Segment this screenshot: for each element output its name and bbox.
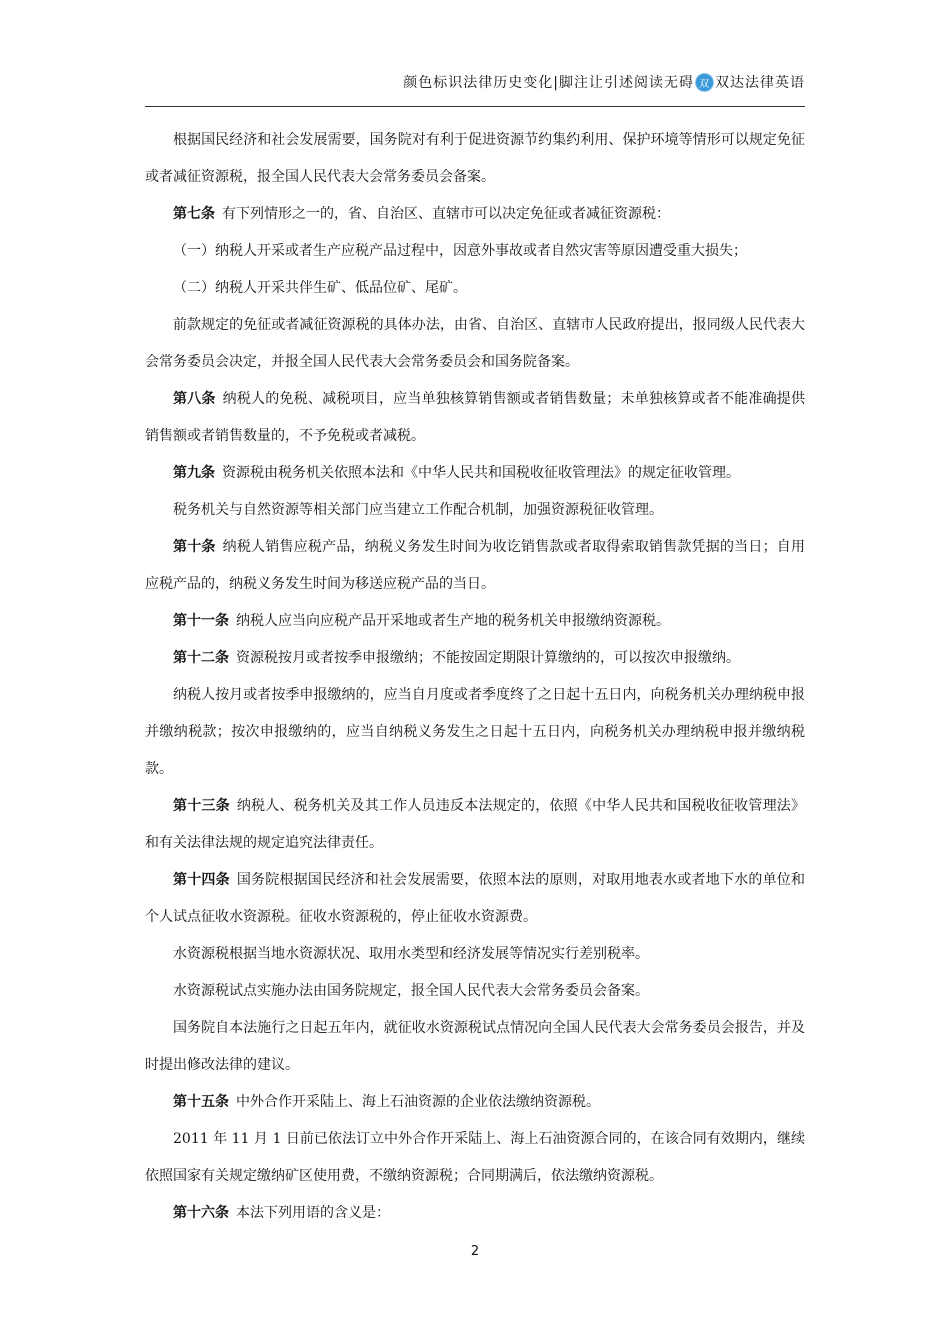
article-paragraph (145, 196, 805, 233)
article-label: 第十一条 (173, 613, 229, 629)
paragraph-text: 水资源税根据当地水资源状况、取用水类型和经济发展等情况实行差别税率。 (173, 946, 649, 962)
body-paragraph (145, 1010, 805, 1084)
article-paragraph (145, 529, 805, 603)
paragraph-text: 2011 年 11 月 1 日前已依法订立中外合作开采陆上、海上石油资源合同的，在该合同有效期内，继续依照国家有关规定缴纳矿区使用费，不缴纳资源税；合同期满后，依法缴纳资源税。 (145, 1131, 805, 1184)
paragraph-text: 中外合作开采陆上、海上石油资源的企业依法缴纳资源税。 (236, 1094, 600, 1110)
article-paragraph (145, 603, 805, 640)
paragraph-text: 资源税按月或者按季申报缴纳；不能按固定期限计算缴纳的，可以按次申报缴纳。 (236, 650, 740, 666)
body-paragraph (145, 233, 805, 270)
paragraph-text: 纳税人销售应税产品，纳税义务发生时间为收讫销售款或者取得索取销售款凭据的当日；自用应税产品的，纳税义务发生时间为移送应税产品的当日。 (145, 539, 806, 592)
paragraph-text: 资源税由税务机关依照本法和《中华人民共和国税收征收管理法》的规定征收管理。 (222, 465, 740, 481)
paragraph-text: 税务机关与自然资源等相关部门应当建立工作配合机制，加强资源税征收管理。 (173, 502, 663, 518)
article-paragraph (145, 640, 805, 677)
article-paragraph (145, 788, 805, 862)
body-paragraph (145, 1121, 805, 1195)
paragraph-text: （二）纳税人开采共伴生矿、低品位矿、尾矿。 (173, 280, 467, 296)
article-label: 第十六条 (173, 1205, 229, 1221)
paragraph-text: 有下列情形之一的，省、自治区、直辖市可以决定免征或者减征资源税： (222, 206, 670, 222)
paragraph-text: 水资源税试点实施办法由国务院规定，报全国人民代表大会常务委员会备案。 (173, 983, 649, 999)
article-label: 第七条 (173, 206, 215, 222)
article-paragraph (145, 862, 805, 936)
header-tagline-right: 双达法律英语 (715, 75, 805, 91)
paragraph-text: 本法下列用语的含义是： (236, 1205, 390, 1221)
document-body (145, 122, 805, 1232)
body-paragraph (145, 677, 805, 788)
body-paragraph (145, 270, 805, 307)
header-tagline (403, 72, 805, 92)
page-number: 2 (470, 1244, 480, 1259)
paragraph-text: 纳税人的免税、减税项目，应当单独核算销售额或者销售数量；未单独核算或者不能准确提供销售额或者销售数量的，不予免税或者减税。 (145, 391, 806, 444)
article-label: 第十三条 (173, 798, 230, 814)
brand-logo-icon: 双 (696, 74, 713, 91)
body-paragraph (145, 936, 805, 973)
paragraph-text: 纳税人、税务机关及其工作人员违反本法规定的，依照《中华人民共和国税收征收管理法》和有关法律法规的规定追究法律责任。 (145, 798, 806, 851)
article-paragraph (145, 455, 805, 492)
paragraph-text: 前款规定的免征或者减征资源税的具体办法，由省、自治区、直辖市人民政府提出，报同级人民代表大会常务委员会决定，并报全国人民代表大会常务委员会和国务院备案。 (145, 317, 805, 370)
article-label: 第十五条 (173, 1094, 229, 1110)
paragraph-text: 国务院根据国民经济和社会发展需要，依照本法的原则，对取用地表水或者地下水的单位和个人试点征收水资源税。征收水资源税的，停止征收水资源费。 (145, 872, 806, 925)
article-label: 第十二条 (173, 650, 229, 666)
body-paragraph (145, 122, 805, 196)
article-label: 第十条 (173, 539, 216, 555)
paragraph-text: 国务院自本法施行之日起五年内，就征收水资源税试点情况向全国人民代表大会常务委员会报告，并及时提出修改法律的建议。 (145, 1020, 805, 1073)
body-paragraph (145, 307, 805, 381)
body-paragraph (145, 973, 805, 1010)
page-header (145, 62, 805, 107)
article-label: 第十四条 (173, 872, 230, 888)
article-paragraph (145, 381, 805, 455)
paragraph-text: 根据国民经济和社会发展需要，国务院对有利于促进资源节约集约利用、保护环境等情形可以规定免征或者减征资源税，报全国人民代表大会常务委员会备案。 (145, 132, 805, 185)
article-label: 第八条 (173, 391, 216, 407)
article-label: 第九条 (173, 465, 215, 481)
paragraph-text: 纳税人按月或者按季申报缴纳的，应当自月度或者季度终了之日起十五日内，向税务机关办理纳税申报并缴纳税款；按次申报缴纳的，应当自纳税义务发生之日起十五日内，向税务机关办理纳税申报并缴纳税款。 (145, 687, 805, 777)
paragraph-text: （一）纳税人开采或者生产应税产品过程中，因意外事故或者自然灾害等原因遭受重大损失； (173, 243, 747, 259)
article-paragraph (145, 1195, 805, 1232)
paragraph-text: 纳税人应当向应税产品开采地或者生产地的税务机关申报缴纳资源税。 (236, 613, 670, 629)
body-paragraph (145, 492, 805, 529)
header-tagline-left: 颜色标识法律历史变化|脚注让引述阅读无碍 (403, 75, 694, 91)
article-paragraph (145, 1084, 805, 1121)
